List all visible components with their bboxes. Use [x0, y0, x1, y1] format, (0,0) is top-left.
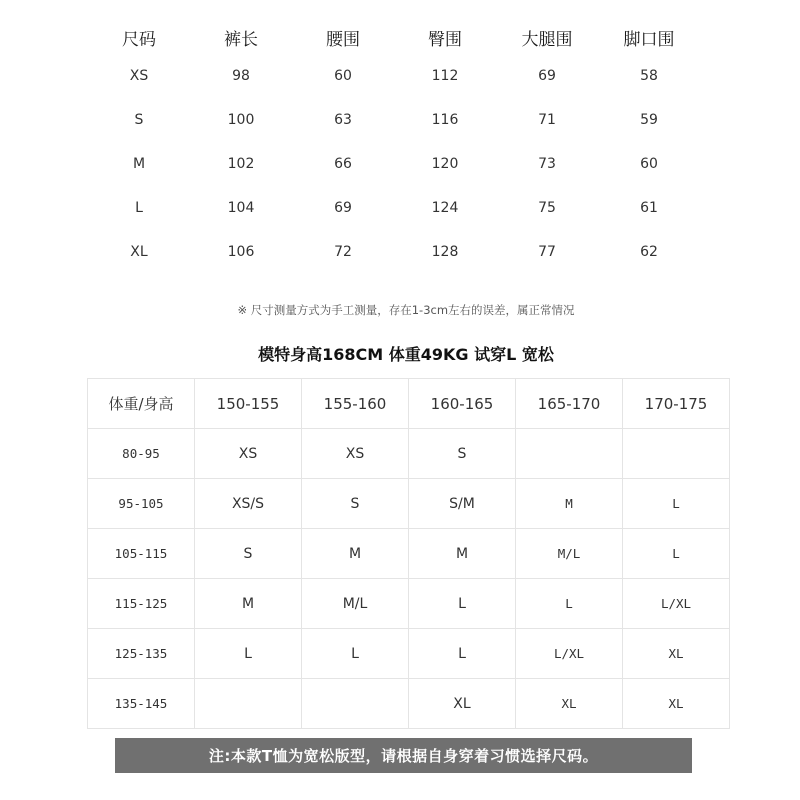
size-chart-cell: 120: [431, 156, 459, 172]
recommended-size-cell: L: [623, 479, 730, 529]
recommended-size-cell: M: [195, 579, 302, 629]
size-chart-cell: M: [132, 156, 146, 172]
size-chart-cell: XL: [130, 244, 148, 260]
size-chart-cell: 69: [538, 68, 556, 84]
size-chart-header-cell: 尺码: [122, 29, 156, 50]
recommended-size-cell: M: [409, 529, 516, 579]
recommended-size-cell: L: [302, 629, 409, 679]
height-range-header: 155-160: [302, 379, 409, 429]
size-chart-cell: 63: [334, 112, 352, 128]
weight-range-label: 125-135: [88, 629, 195, 679]
size-chart-cell: 102: [227, 156, 255, 172]
height-range-header: 165-170: [516, 379, 623, 429]
recommended-size-cell: XL: [623, 679, 730, 729]
measurement-note: ※ 尺寸测量方式为手工测量，存在1-3cm左右的误差，属正常情况: [237, 303, 575, 317]
size-chart-cell: 77: [538, 244, 556, 260]
recommended-size-cell: L: [516, 579, 623, 629]
fit-note-banner: [115, 738, 692, 773]
size-chart-cell: 98: [232, 68, 250, 84]
size-chart-header-cell: 脚口围: [623, 29, 675, 50]
size-chart-row: [88, 98, 748, 142]
fit-note-text: 注:本款T恤为宽松版型，请根据自身穿着习惯选择尺码。: [208, 747, 599, 765]
size-chart-cell: 116: [431, 112, 459, 128]
recommended-size-cell: L: [195, 629, 302, 679]
weight-range-label: 95-105: [88, 479, 195, 529]
size-chart-cell: S: [134, 112, 144, 128]
recommendation-row: [88, 579, 730, 629]
size-chart-row: [88, 230, 748, 274]
size-chart-cell: 104: [227, 200, 255, 216]
recommended-size-cell: M/L: [302, 579, 409, 629]
size-chart-cell: 66: [334, 156, 352, 172]
size-chart-header-cell: 裤长: [224, 29, 258, 50]
size-chart-header-cell: 大腿围: [521, 29, 573, 50]
recommended-size-cell: L/XL: [623, 579, 730, 629]
size-chart-cell: 100: [227, 112, 255, 128]
recommendation-row: [88, 479, 730, 529]
size-chart-cell: 62: [640, 244, 658, 260]
size-chart-cell: 60: [640, 156, 658, 172]
recommendation-row: [88, 529, 730, 579]
size-chart-cell: 58: [640, 68, 658, 84]
size-chart-cell: 73: [538, 156, 556, 172]
recommendation-row: [88, 429, 730, 479]
size-chart-row: [88, 142, 748, 186]
recommended-size-cell: [195, 679, 302, 729]
recommended-size-cell: M/L: [516, 529, 623, 579]
recommendation-corner-label: 体重/身高: [88, 379, 195, 429]
recommended-size-cell: [302, 679, 409, 729]
recommended-size-cell: XS: [302, 429, 409, 479]
size-chart-header-cell: 臀围: [428, 29, 462, 50]
recommended-size-cell: S/M: [409, 479, 516, 529]
recommended-size-cell: [516, 429, 623, 479]
size-chart-cell: 60: [334, 68, 352, 84]
size-chart-cell: 71: [538, 112, 556, 128]
size-recommendation-table: [87, 378, 730, 729]
recommended-size-cell: L: [409, 579, 516, 629]
recommended-size-cell: L: [623, 529, 730, 579]
recommended-size-cell: XL: [516, 679, 623, 729]
recommendation-header-row: [88, 379, 730, 429]
recommended-size-cell: S: [195, 529, 302, 579]
size-chart-cell: 61: [640, 200, 658, 216]
recommended-size-cell: XL: [623, 629, 730, 679]
size-chart-cell: 75: [538, 200, 556, 216]
size-chart-row: [88, 186, 748, 230]
size-chart-cell: 72: [334, 244, 352, 260]
recommendation-row: [88, 679, 730, 729]
weight-range-label: 105-115: [88, 529, 195, 579]
size-chart-cell: 59: [640, 112, 658, 128]
weight-range-label: 80-95: [88, 429, 195, 479]
weight-range-label: 135-145: [88, 679, 195, 729]
recommendation-row: [88, 629, 730, 679]
recommended-size-cell: M: [302, 529, 409, 579]
recommended-size-cell: S: [409, 429, 516, 479]
recommended-size-cell: S: [302, 479, 409, 529]
size-chart-cell: 128: [431, 244, 459, 260]
size-chart-cell: 106: [227, 244, 255, 260]
recommended-size-cell: L/XL: [516, 629, 623, 679]
size-chart-cell: 69: [334, 200, 352, 216]
size-chart-cell: 124: [431, 200, 459, 216]
recommended-size-cell: L: [409, 629, 516, 679]
size-chart-cell: XS: [129, 68, 149, 84]
recommended-size-cell: XS/S: [195, 479, 302, 529]
recommended-size-cell: XS: [195, 429, 302, 479]
size-chart-header-row: [88, 20, 748, 54]
height-range-header: 170-175: [623, 379, 730, 429]
weight-range-label: 115-125: [88, 579, 195, 629]
size-chart-row: [88, 54, 748, 98]
model-info-heading: 模特身高168CM 体重49KG 试穿L 宽松: [258, 345, 554, 364]
size-chart-table: [88, 20, 748, 274]
size-chart-cell: L: [135, 200, 143, 216]
recommended-size-cell: XL: [409, 679, 516, 729]
recommended-size-cell: [623, 429, 730, 479]
size-chart-cell: 112: [431, 68, 459, 84]
recommended-size-cell: M: [516, 479, 623, 529]
height-range-header: 150-155: [195, 379, 302, 429]
height-range-header: 160-165: [409, 379, 516, 429]
size-chart-header-cell: 腰围: [326, 29, 360, 50]
